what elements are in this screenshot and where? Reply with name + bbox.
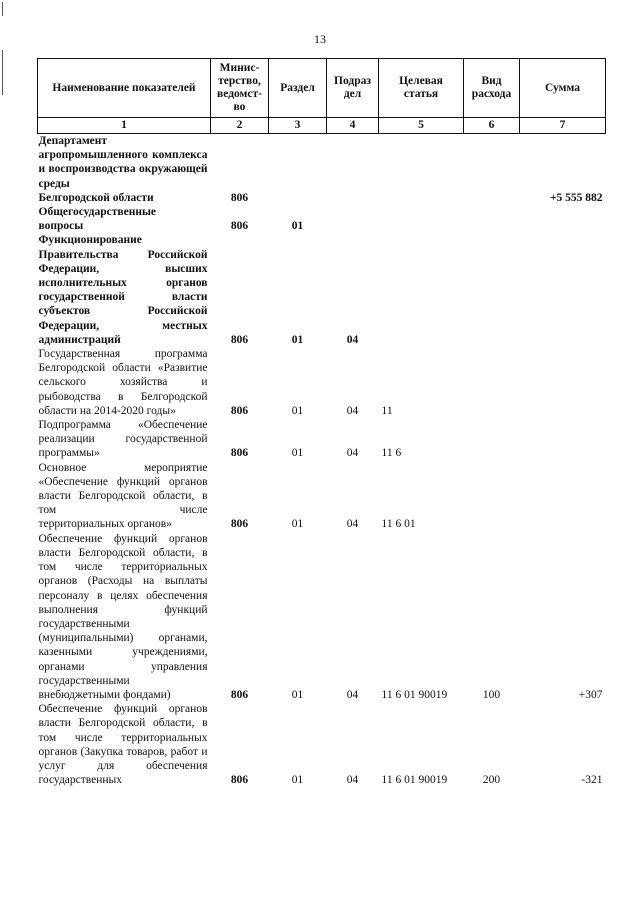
row-subsection [327, 205, 379, 233]
row-name: Подпрограмма «Обеспечение реализации государственной программы» [38, 419, 208, 460]
scan-edge-mark-top [2, 2, 3, 16]
row-section: 01 [291, 518, 304, 531]
column-index: 3 [269, 118, 327, 134]
row-ministry: 806 [230, 191, 249, 204]
row-section [269, 134, 327, 206]
row-ministry: 806 [230, 774, 249, 787]
row-name: Общегосударственные вопросы [38, 206, 157, 233]
row-name: Обеспечение функций органов власти Белгородской области, в том числе территориальных органов (Расходы на выплаты персоналу в целях обеспечения выполнения функций государственными (муниципальными) органами, казенными учреждениями, органами управления государственными внебюджетными фондами) [38, 532, 208, 701]
row-sum [520, 205, 606, 233]
row-subsection: 04 [346, 447, 359, 460]
table-column-index-row [38, 118, 606, 134]
row-target [379, 134, 464, 206]
row-target: 11 [381, 404, 393, 417]
row-section: 01 [291, 404, 304, 417]
row-expense-type [464, 461, 520, 532]
row-expense-type [464, 233, 520, 347]
column-index: 5 [379, 118, 464, 134]
row-section: 01 [291, 220, 304, 233]
row-subsection: 04 [346, 688, 359, 701]
row-section: 01 [291, 333, 304, 346]
row-subsection: 04 [346, 774, 359, 787]
row-name: Основное мероприятие «Обеспечение функций органов власти Белгородской области, в том числе территориальных органов» [38, 461, 208, 531]
header-subsection: Подраз дел [327, 59, 379, 118]
row-sum [520, 461, 606, 532]
row-sum: +307 [578, 688, 603, 701]
row-sum: +5 555 882 [549, 191, 603, 204]
row-name: Функционирование Правительства Российской Федерации, высших исполнительных органов государственной власти субъектов Российской Федерации, местных администраций [38, 234, 208, 346]
header-expense-type: Вид расхода [464, 59, 520, 118]
budget-table [37, 58, 606, 787]
row-sum [520, 233, 606, 347]
row-section: 01 [291, 688, 304, 701]
row-sum: -321 [581, 774, 603, 787]
header-section: Раздел [269, 59, 327, 118]
row-target: 11 6 01 90019 [381, 688, 448, 701]
table-header-row [38, 59, 606, 118]
row-expense-type [464, 418, 520, 461]
table-row [38, 702, 606, 787]
row-ministry: 806 [230, 688, 249, 701]
row-ministry: 806 [230, 333, 249, 346]
column-index: 2 [211, 118, 269, 134]
column-index: 4 [327, 118, 379, 134]
row-sum [520, 347, 606, 418]
row-ministry: 806 [230, 518, 249, 531]
row-section: 01 [291, 774, 304, 787]
row-expense-type [464, 134, 520, 206]
row-name: Департамент агропромышленного комплекса и воспроизводства окружающей среды Белгородской области [38, 135, 208, 204]
row-sum [520, 418, 606, 461]
table-row [38, 418, 606, 461]
table-row [38, 532, 606, 702]
table-row [38, 205, 606, 233]
row-section: 01 [291, 447, 304, 460]
row-target [379, 233, 464, 347]
page-number: 13 [314, 32, 326, 46]
row-expense-type: 100 [482, 688, 501, 701]
column-index: 1 [38, 118, 211, 134]
header-target: Целевая статья [379, 59, 464, 118]
scan-edge-mark-upper [2, 50, 3, 95]
column-index: 6 [464, 118, 520, 134]
row-name: Обеспечение функций органов власти Белгородской области, в том числе территориальных органов (Закупка товаров, работ и услуг для обеспечения государственных [38, 703, 208, 787]
header-sum: Сумма [520, 59, 606, 118]
row-expense-type [464, 205, 520, 233]
row-ministry: 806 [230, 220, 249, 233]
row-expense-type: 200 [482, 774, 501, 787]
column-index: 7 [520, 118, 606, 134]
table-row [38, 134, 606, 206]
row-expense-type [464, 347, 520, 418]
header-ministry: Минис- терство, ведомст- во [211, 59, 269, 118]
row-subsection: 04 [346, 404, 359, 417]
row-subsection: 04 [346, 518, 359, 531]
row-subsection: 04 [346, 333, 359, 346]
row-target: 11 6 01 90019 [381, 774, 448, 787]
row-target: 11 6 01 [381, 518, 416, 531]
row-name: Государственная программа Белгородской области «Развитие сельского хозяйства и рыбоводства в Белгородской области на 2014-2020 годы» [38, 348, 208, 417]
row-subsection [327, 134, 379, 206]
header-name: Наименование показателей [38, 59, 211, 118]
row-ministry: 806 [230, 404, 249, 417]
row-target: 11 6 [381, 447, 402, 460]
row-ministry: 806 [230, 447, 249, 460]
row-target [379, 205, 464, 233]
table-row [38, 233, 606, 347]
table-row [38, 461, 606, 532]
table-row [38, 347, 606, 418]
